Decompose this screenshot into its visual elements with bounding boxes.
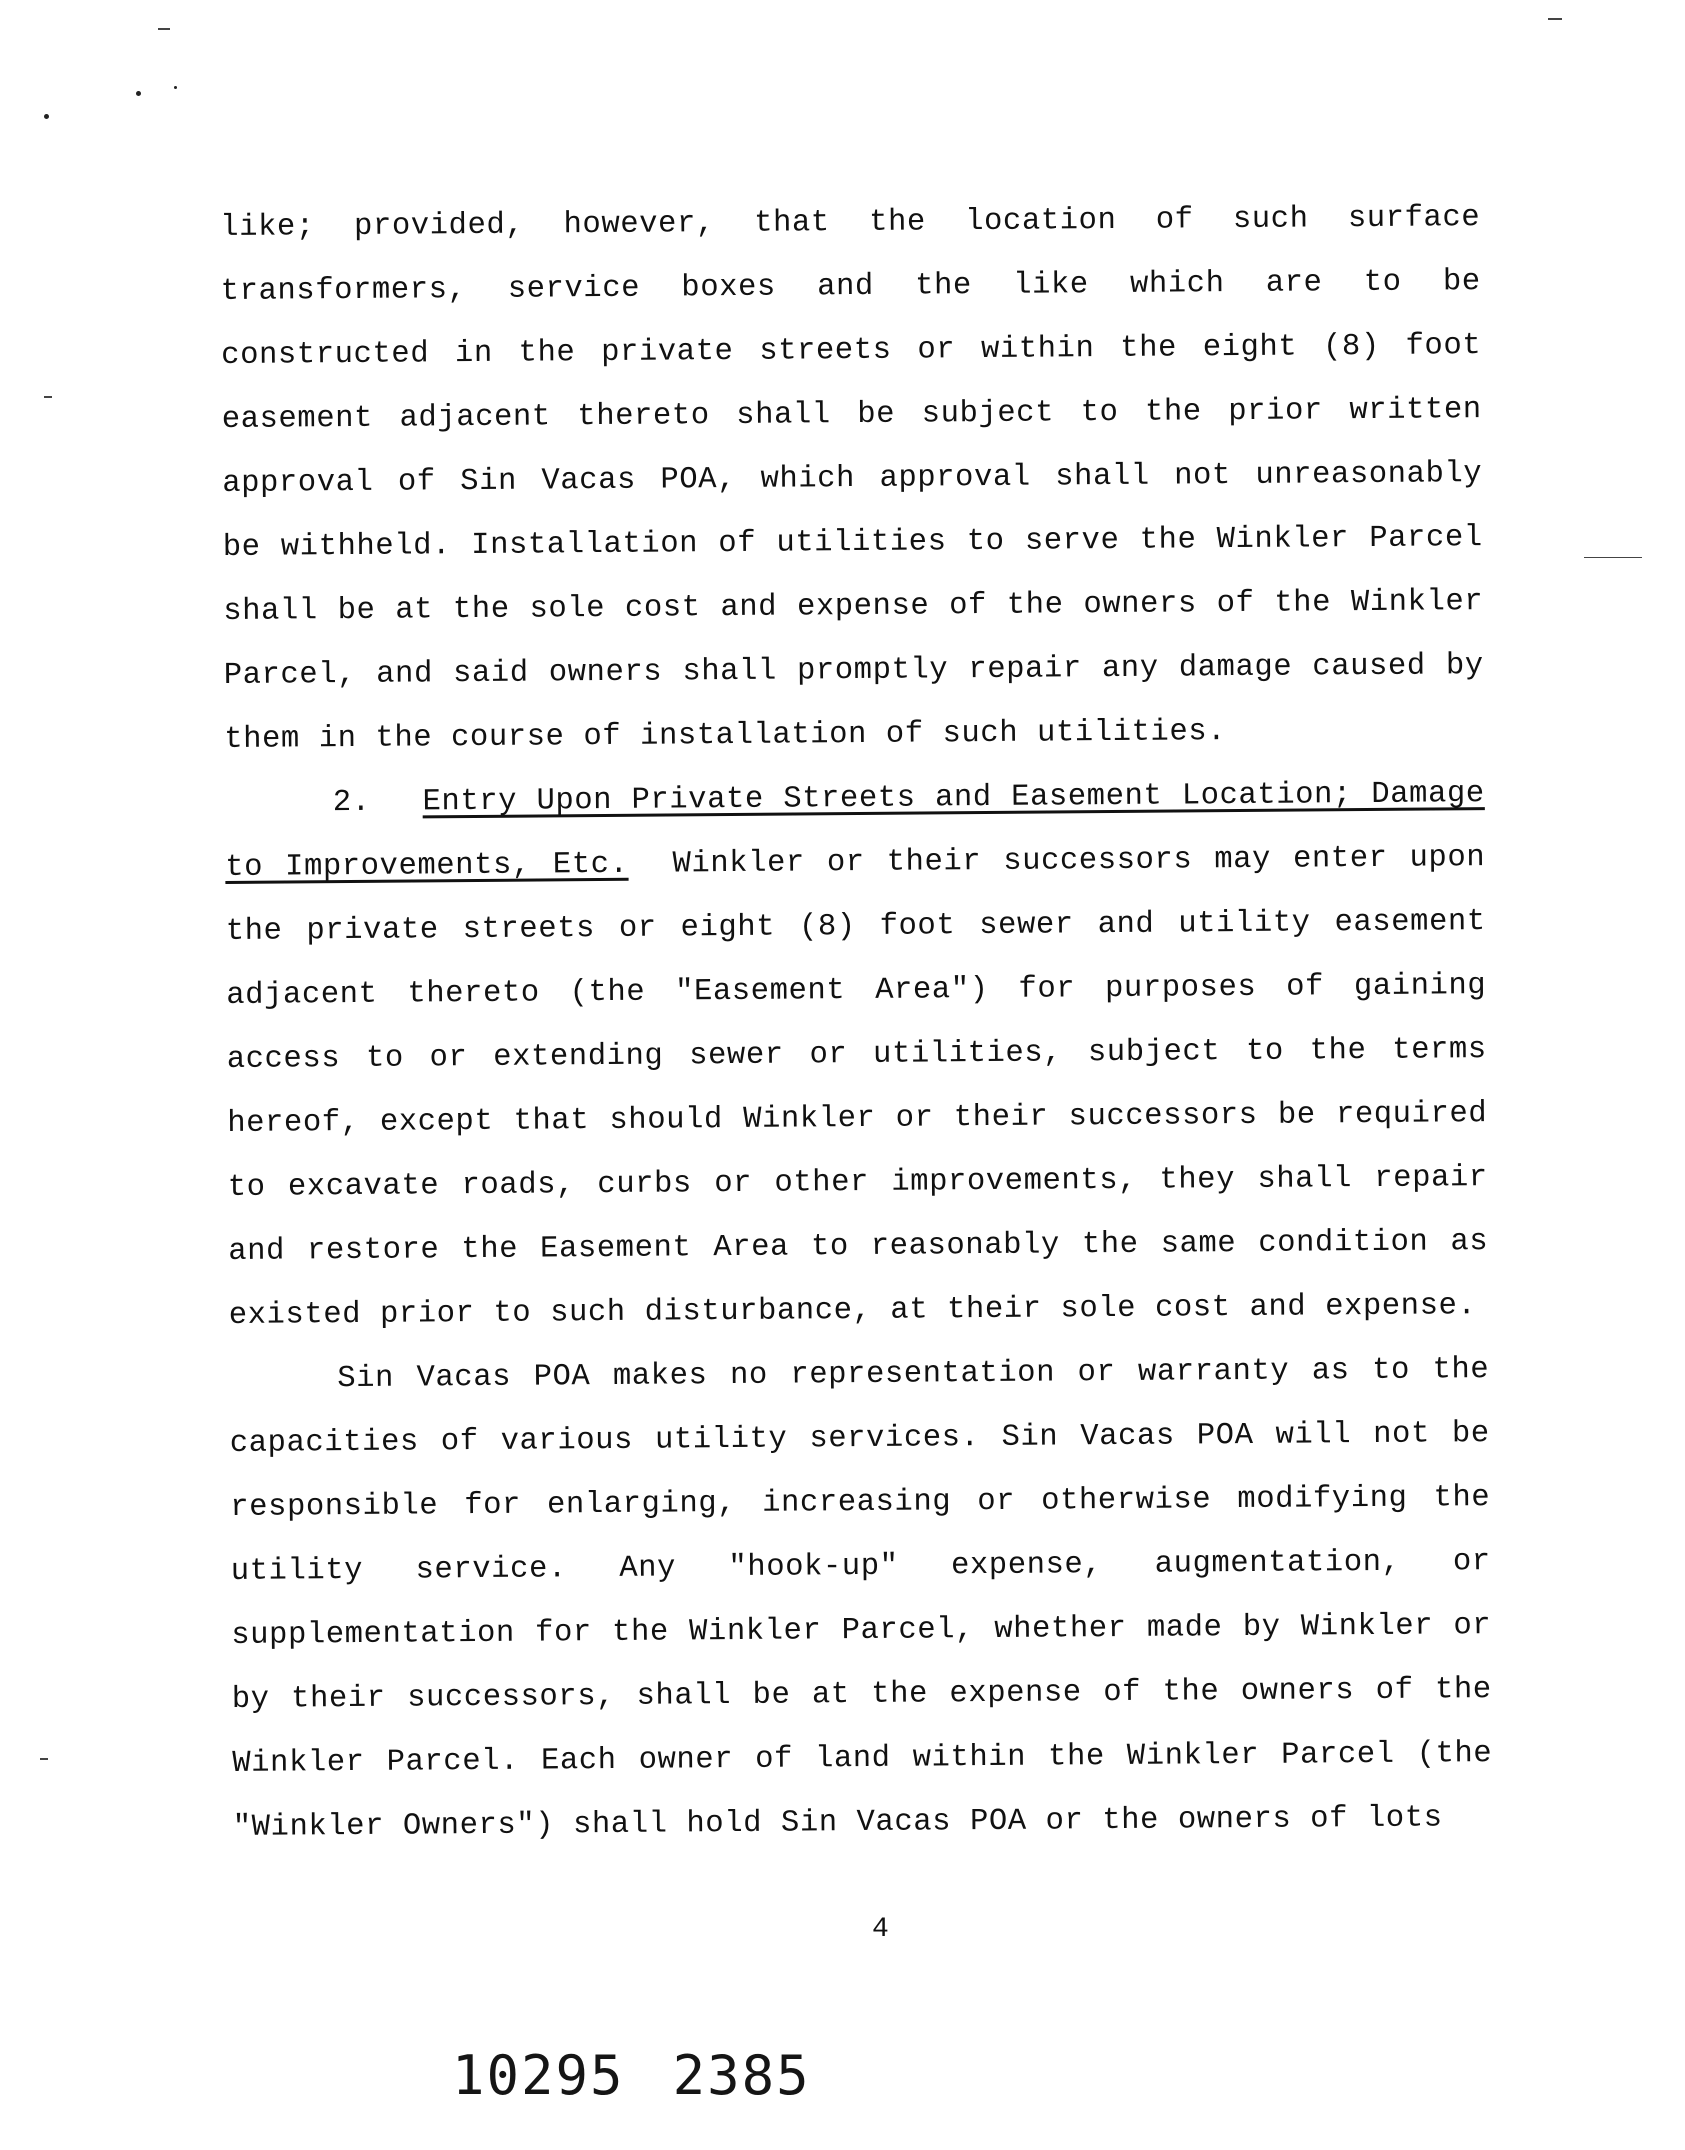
paragraph-utility-capacity: Sin Vacas POA makes no representation or warranty as to the capacities of various utility services. Sin Vacas POA will not be responsible for enlarging, increasing or otherwise modifying the utility service. Any "hook-up" expense, augmentation, or supplementation for the Winkler Parcel, whether made by Winkler or by their successors, shall be at the expense of the owners of the Winkler Parcel. Each owner of land within the Winkler Parcel (the "Winkler Owners") shall hold Sin Vacas POA or the owners of lots bbox=[229, 1353, 1493, 1845]
section-heading: Entry Upon Private Streets and Easement Location; Damage to Improvements, Etc. bbox=[225, 777, 1485, 885]
paragraph-section-2 bbox=[225, 762, 1489, 1348]
scan-speck bbox=[44, 114, 49, 119]
scan-mark bbox=[1548, 18, 1562, 20]
recording-book: 10295 bbox=[452, 2044, 625, 2107]
page-number: 4 bbox=[872, 1914, 889, 1945]
scan-mark bbox=[158, 28, 170, 30]
section-number: 2. bbox=[332, 785, 371, 821]
paragraph-continuation: like; provided, however, that the location of such surface transformers, service boxes and the like which are to be constructed in the private streets or within the eight (8) foot easement adjacent thereto shall be subject to the prior written approval of Sin Vacas POA, which approval shall not unreasonably be withheld. Installation of utilities to serve the Winkler Parcel shall be at the sole cost and expense of the owners of the Winkler Parcel, and said owners shall promptly repair any damage caused by them in the course of installation of such utilities. bbox=[220, 201, 1484, 757]
scan-mark bbox=[40, 1758, 48, 1760]
scan-mark bbox=[44, 396, 52, 398]
document-body bbox=[220, 186, 1493, 1860]
recording-number bbox=[452, 2044, 811, 2107]
scan-speck bbox=[174, 86, 177, 89]
recording-page: 2385 bbox=[672, 2044, 811, 2107]
scan-speck bbox=[136, 91, 141, 96]
scan-mark bbox=[1584, 557, 1642, 558]
section-text: Winkler or their successors may enter upon the private streets or eight (8) foot sewer and utility easement adjacent thereto (the "Easement Area") for purposes of gaining access to or extending sewer or utilities, subject to the terms hereof, except that should Winkler or their successors be required to excavate roads, curbs or other improvements, they shall repair and restore the Easement Area to reasonably the same condition as existed prior to such disturbance, at their sole cost and expense. bbox=[225, 841, 1489, 1333]
